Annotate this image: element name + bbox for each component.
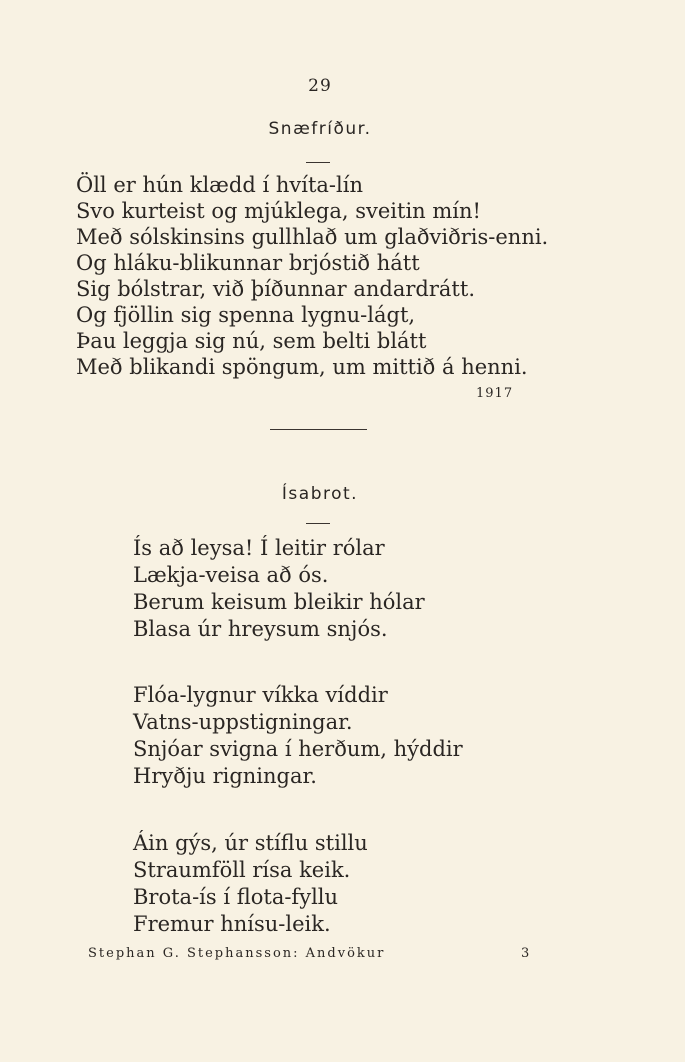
- poem-line: Straumföll rísa keik.: [133, 858, 351, 882]
- stanza-2: [133, 682, 463, 790]
- poem-line: Lækja-veisa að ós.: [133, 563, 329, 587]
- poem-title-isabrot: Ísabrot.: [281, 484, 359, 504]
- poem-line: Fremur hnísu-leik.: [133, 912, 331, 936]
- poem-line: Og fjöllin sig spenna lygnu-lágt,: [76, 303, 416, 327]
- page-number: 29: [308, 76, 332, 96]
- poem-line: Þau leggja sig nú, sem belti blátt: [76, 329, 427, 353]
- footer-signature-mark: 3: [521, 946, 530, 961]
- poem-line: Snjóar svigna í herðum, hýddir: [133, 737, 463, 761]
- stanza-1: [133, 535, 425, 643]
- poem-line: Blasa úr hreysum snjós.: [133, 617, 388, 641]
- poem-line: Svo kurteist og mjúklega, sveitin mín!: [76, 199, 481, 223]
- poem-line: Með sólskinsins gullhlað um glaðviðris-enni.: [76, 225, 549, 249]
- poem-line: Og hláku-blikunnar brjóstið hátt: [76, 251, 420, 275]
- poem-line: Sig bólstrar, við þíðunnar andardrátt.: [76, 277, 475, 301]
- poem-line: Berum keisum bleikir hólar: [133, 590, 425, 614]
- poem-line: Ís að leysa! Í leitir rólar: [133, 536, 385, 560]
- section-divider: [270, 429, 367, 430]
- poem-line: Flóa-lygnur víkka víddir: [133, 683, 388, 707]
- poem-year: 1917: [476, 386, 514, 401]
- footer-author-title: Stephan G. Stephansson: Andvökur: [88, 946, 386, 961]
- poem-line: Vatns-uppstigningar.: [133, 710, 353, 734]
- poem-title-snaefridur: Snæfríður.: [268, 119, 372, 139]
- poem-line: Áin gýs, úr stíflu stillu: [133, 831, 368, 855]
- poem-line: Með blikandi spöngum, um mittið á henni.: [76, 355, 528, 379]
- poem-line: Öll er hún klædd í hvíta-lín: [76, 173, 363, 197]
- poem-snaefridur: [76, 172, 548, 380]
- poem-line: Hryðju rigningar.: [133, 764, 317, 788]
- poem-line: Brota-ís í flota-fyllu: [133, 885, 339, 909]
- title-divider: [306, 523, 330, 524]
- title-divider: [306, 162, 330, 163]
- stanza-3: [133, 830, 368, 938]
